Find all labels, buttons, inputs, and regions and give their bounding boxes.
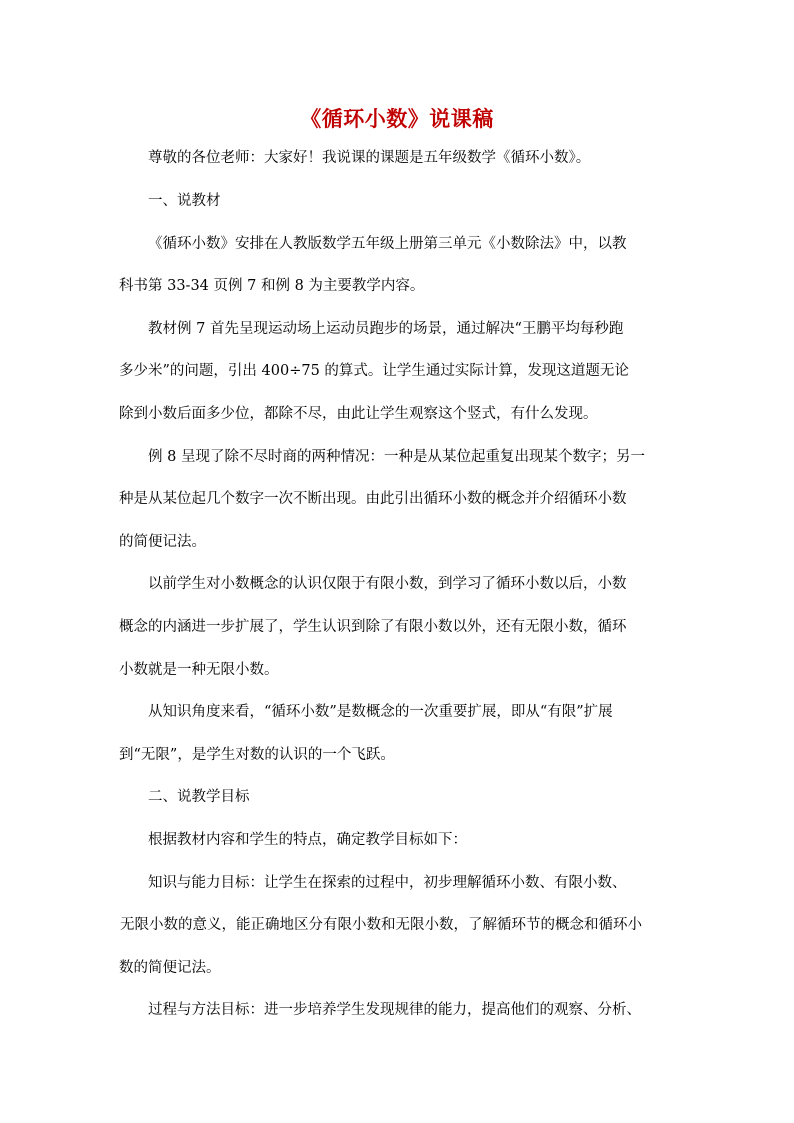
paragraph-line: 以前学生对小数概念的认识仅限于有限小数，到学习了循环小数以后，小数 [148, 576, 627, 592]
section-heading: 二、说教学目标 [148, 789, 250, 805]
paragraph-line: 无限小数的意义，能正确地区分有限小数和无限小数，了解循环节的概念和循环小 [120, 917, 642, 933]
paragraph-line: 例 8 呈现了除不尽时商的两种情况：一种是从某位起重复出现某个数字；另一 [148, 449, 645, 465]
paragraph-line: 从知识角度来看，“循环小数”是数概念的一次重要扩展，即从“有限”扩展 [148, 704, 613, 720]
paragraph-line: 到“无限”，是学生对数的认识的一个飞跃。 [119, 747, 395, 763]
paragraph-line: 知识与能力目标：让学生在探索的过程中，初步理解循环小数、有限小数、 [148, 875, 627, 891]
paragraph-line: 过程与方法目标：进一步培养学生发现规律的能力，提高他们的观察、分析、 [148, 1002, 641, 1018]
paragraph-line: 种是从某位起几个数字一次不断出现。由此引出循环小数的概念并介绍循环小数 [119, 491, 627, 507]
paragraph-line: 多少米”的问题，引出 400÷75 的算式。让学生通过实际计算，发现这道题无论 [119, 363, 629, 379]
paragraph-line: 概念的内涵进一步扩展了，学生认识到除了有限小数以外，还有无限小数，循环 [119, 619, 627, 635]
paragraph-line: 数的简便记法。 [119, 960, 221, 976]
section-heading: 一、说教材 [148, 193, 221, 209]
paragraph-line: 小数就是一种无限小数。 [119, 662, 279, 678]
paragraph-line: 教材例 7 首先呈现运动场上运动员跑步的场景，通过解决“王鹏平均每秒跑 [148, 321, 624, 337]
paragraph-line: 《循环小数》安排在人教版数学五年级上册第三单元《小数除法》中，以教 [148, 236, 627, 252]
document-title: 《循环小数》说课稿 [300, 106, 494, 131]
paragraph-line: 根据教材内容和学生的特点，确定教学目标如下： [148, 832, 467, 848]
paragraph-line: 的简便记法。 [119, 534, 206, 550]
paragraph-line: 除到小数后面多少位，都除不尽，由此让学生观察这个竖式，有什么发现。 [119, 406, 598, 422]
paragraph-line: 尊敬的各位老师：大家好！我说课的课题是五年级数学《循环小数》。 [148, 150, 591, 166]
paragraph-line: 科书第 33-34 页例 7 和例 8 为主要教学内容。 [119, 278, 425, 294]
